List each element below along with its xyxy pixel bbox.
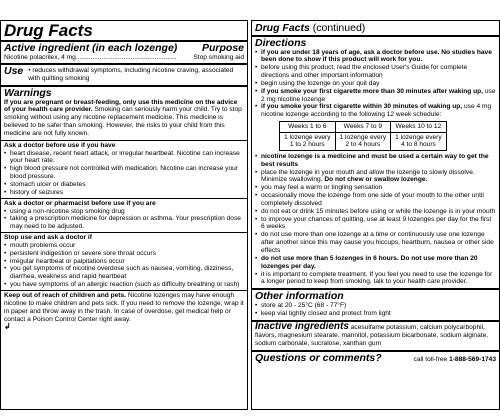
list-item: • you may feel a warm or tingling sensation bbox=[255, 184, 496, 192]
purpose-heading: Purpose bbox=[201, 42, 244, 54]
table-cell: 1 lozenge every 4 to 8 hours bbox=[391, 132, 447, 150]
use-section bbox=[1, 66, 247, 83]
active-ingredient-heading: Active ingredient (in each lozenge) bbox=[4, 42, 178, 54]
list-item: • persistent indigestion or severe sore throat occurs bbox=[4, 250, 244, 258]
list-item: • do not use more than 5 lozenges in 6 hours. Do not use more than 20 lozenges per day. bbox=[255, 255, 496, 271]
table-header-cell: Weeks 10 to 12 bbox=[391, 122, 447, 133]
stop-use-heading: Stop use and ask a doctor if bbox=[4, 234, 92, 242]
use-text: • reduces withdrawal symptoms, including nicotine craving, associated with quitting smoking bbox=[28, 66, 234, 82]
list-item: • if you smoke your first cigarette within 30 minutes of waking up, use 4 mg nicotine lozenge according to the following 12 week schedule: bbox=[255, 103, 496, 119]
purpose-value: Stop smoking aid bbox=[193, 54, 244, 62]
panel-title: Drug Facts bbox=[4, 21, 93, 40]
list-item: • irregular heartbeat or palpitations occur bbox=[4, 258, 244, 266]
pregnancy-warning-text: Smoking can seriously harm your child. Try to stop smoking without using any nicotine replacement medicine. This medicine is believed to be safer than smoking. However, the risks to your child from this medicine are not fully known. bbox=[4, 106, 242, 137]
stop-use-section bbox=[1, 234, 247, 289]
list-item: • occasionally move the lozenge from one side of your mouth to the other until completely dissolved bbox=[255, 192, 496, 208]
table-row bbox=[280, 122, 447, 133]
list-item: • place the lozenge in your mouth and allow the lozenge to slowly dissolve. Minimize swallowing. Do not chew or swallow lozenge. bbox=[255, 169, 496, 185]
arrow-continue-icon: ↲ bbox=[4, 322, 11, 332]
directions-heading: Directions bbox=[255, 36, 307, 49]
directions-list-a bbox=[255, 49, 496, 120]
table-cell: 1 lozenge every 2 to 4 hours bbox=[335, 132, 391, 150]
list-item: • history of seizures bbox=[4, 189, 244, 197]
table-header-cell: Weeks 1 to 6 bbox=[280, 122, 336, 133]
list-item: • taking a prescription medicine for depression or asthma. Your prescription dose may need to be adjusted. bbox=[4, 215, 244, 231]
other-information-heading: Other information bbox=[255, 290, 344, 303]
warnings-heading: Warnings bbox=[4, 86, 52, 99]
drug-facts-panel-left bbox=[0, 20, 248, 410]
panel-title bbox=[252, 21, 499, 35]
pregnancy-warning-bold: If you are pregnant or breast-feeding, only use this medicine on the advice of your health care provider. bbox=[4, 98, 238, 114]
list-item: • if you are under 18 years of age, ask a doctor before use. No studies have been done to show if this product will work for you. bbox=[255, 49, 496, 65]
table-row bbox=[280, 132, 447, 150]
ask-pharmacist-section bbox=[1, 200, 247, 231]
list-item: • do not eat or drink 15 minutes before using or while the lozenge is in your mouth bbox=[255, 208, 496, 216]
keep-out-bold: Keep out of reach of children and pets. bbox=[4, 291, 127, 299]
directions-section bbox=[252, 38, 499, 287]
keep-out-of-reach-section bbox=[1, 292, 247, 331]
list-item: • high blood pressure not controlled with medication. Nicotine can increase your blood pressure. bbox=[4, 165, 244, 181]
list-item: • keep vial tightly closed and protect from light bbox=[255, 310, 496, 318]
other-information-section bbox=[252, 291, 499, 318]
drug-facts-panel-right bbox=[251, 20, 500, 410]
list-item: • it is important to complete treatment. If you feel you need to use the lozenge for a longer period to keep from smoking, talk to your health care provider. bbox=[255, 271, 496, 287]
list-item: • mouth problems occur bbox=[4, 242, 244, 250]
questions-heading: Questions or comments? bbox=[255, 352, 382, 365]
list-item: • you have symptoms of an allergic reaction (such as difficulty breathing or rash) bbox=[4, 281, 244, 289]
use-heading: Use bbox=[4, 64, 24, 77]
directions-list-b bbox=[255, 153, 496, 286]
table-header-cell: Weeks 7 to 9 bbox=[335, 122, 391, 133]
table-cell: 1 lozenge every 1 to 2 hours bbox=[280, 132, 336, 150]
list-item: • heart disease, recent heart attack, or irregular heartbeat. Nicotine can increase your heart rate. bbox=[4, 150, 244, 166]
ask-doctor-section bbox=[1, 142, 247, 197]
phone-number: 1-888-569-1743 bbox=[449, 356, 496, 364]
ask-doctor-heading: Ask a doctor before use if you have bbox=[4, 141, 116, 149]
panel-title-continued: (continued) bbox=[309, 22, 366, 34]
list-item: • to improve your chances of quitting, use at least 9 lozenges per day for the first 6 weeks bbox=[255, 216, 496, 232]
dosage-schedule-table bbox=[279, 121, 447, 151]
ask-pharmacist-heading: Ask a doctor or pharmacist before use if you are bbox=[4, 199, 156, 207]
questions-section bbox=[252, 353, 499, 364]
leader-dots: ....................................................... bbox=[75, 54, 177, 62]
list-item: • nicotine lozenge is a medicine and must be used a certain way to get the best results bbox=[255, 153, 496, 169]
keep-out-text: Nicotine lozenges may have enough nicotine to make children and pets sick. If you need to remove the lozenge, wrap it in paper and throw away in the trash. In case of overdose, get medical help or contact a Poison Control Center right away. bbox=[4, 291, 244, 323]
list-item: • do not use more than one lozenge at a time or continuously use one lozenge after another since this may cause you hiccups, heartburn, nausea or other side effects bbox=[255, 231, 496, 255]
active-ingredient-section bbox=[1, 43, 247, 62]
questions-text: call toll-free bbox=[413, 356, 450, 364]
inactive-ingredients-section bbox=[252, 322, 499, 348]
warnings-section bbox=[1, 88, 247, 138]
list-item: • before using this product, read the enclosed User's Guide for complete directions and other important information bbox=[255, 64, 496, 80]
list-item: • you get symptoms of nicotine overdose such as nausea, vomiting, dizziness, diarrhea, weakness and rapid heartbeat bbox=[4, 265, 244, 281]
list-item: • store at 20 - 25°C (68 - 77°F) bbox=[255, 302, 496, 310]
pregnancy-warning bbox=[4, 99, 244, 138]
list-item: • if you smoke your first cigarette more than 30 minutes after waking up, use 2 mg nicotine lozenge bbox=[255, 88, 496, 104]
list-item: • stomach ulcer or diabetes bbox=[4, 181, 244, 189]
active-ingredient-value: Nicotine polacrilex, 4 mg bbox=[4, 54, 76, 62]
inactive-ingredients-text: acesulfame potassium, calcium polycarbophil, flavors, magnesium stearate, mannitol, potassium bicarbonate, sodium alginate, sodium carbonate, sucralose, xanthan gum bbox=[255, 323, 489, 348]
list-item: • using a non-nicotine stop smoking drug bbox=[4, 208, 244, 216]
inactive-ingredients-heading: Inactive ingredients bbox=[255, 320, 349, 332]
panel-title-main: Drug Facts bbox=[255, 22, 310, 34]
list-item: • begin using the lozenge on your quit day bbox=[255, 80, 496, 88]
